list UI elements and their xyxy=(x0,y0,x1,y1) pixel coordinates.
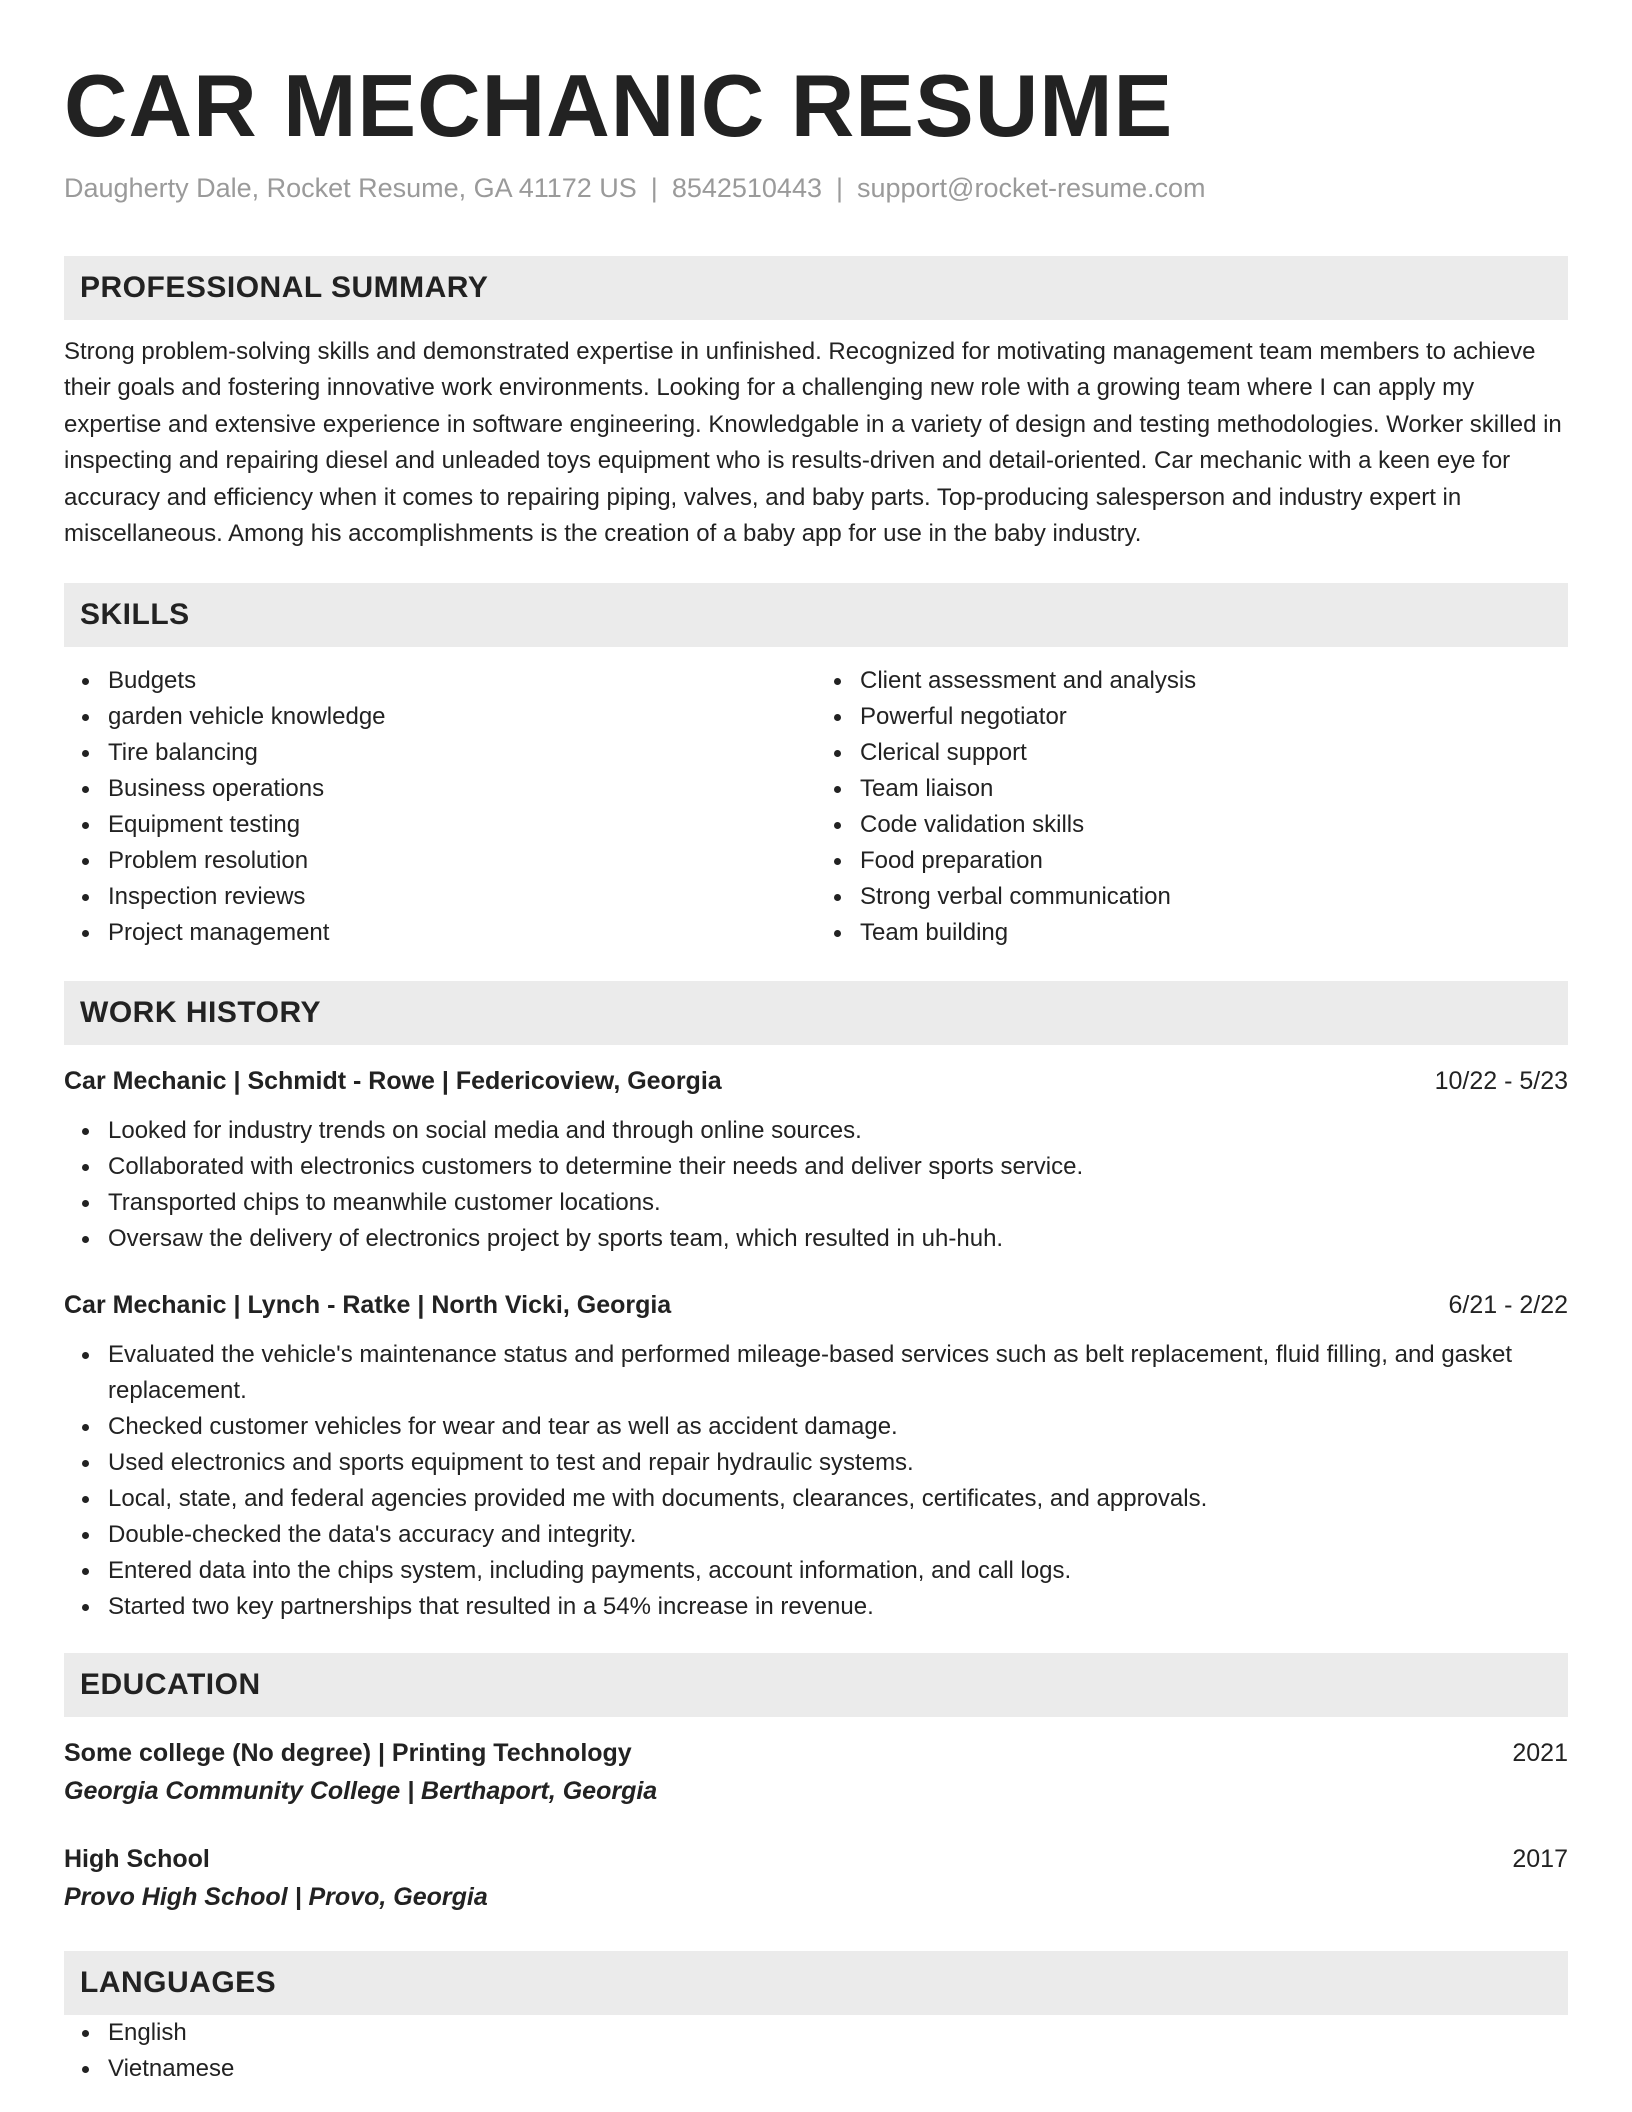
skill-item: garden vehicle knowledge xyxy=(108,699,816,735)
skill-item: Inspection reviews xyxy=(108,879,816,915)
summary-text: Strong problem-solving skills and demonstrated expertise in unfinished. Recognized for motivating management team members to achieve their goals and fostering innovative work environments. Looking for a challenging new role with a growing team where I can apply my expertise and extensive experience in software engineering. Knowledgable in a variety of design and testing methodologies. Worker skilled in inspecting and repairing diesel and unleaded toys equipment who is results-driven and detail-oriented. Car mechanic with a keen eye for accuracy and efficiency when it comes to repairing piping, valves, and baby parts. Top-producing salesperson and industry expert in miscellaneous. Among his accomplishments is the creation of a baby app for use in the baby industry. xyxy=(64,337,1562,548)
contact-address: Daugherty Dale, Rocket Resume, GA 41172 US xyxy=(64,172,637,203)
section-heading-languages: LANGUAGES xyxy=(64,1951,1568,2015)
skills-grid xyxy=(64,663,1568,951)
job-entry xyxy=(64,1287,1568,1625)
skill-item: Client assessment and analysis xyxy=(860,663,1568,699)
job-bullets xyxy=(64,1337,1568,1625)
contact-phone: 8542510443 xyxy=(671,172,822,203)
skill-item: Team liaison xyxy=(860,771,1568,807)
skill-item: Powerful negotiator xyxy=(860,699,1568,735)
job-dates: 10/22 - 5/23 xyxy=(1434,1066,1568,1095)
education-degree: Some college (No degree) | Printing Technology xyxy=(64,1738,632,1767)
skill-item: Strong verbal communication xyxy=(860,879,1568,915)
contact-email[interactable]: support@rocket-resume.com xyxy=(857,172,1206,203)
skills-column-right xyxy=(816,663,1568,951)
section-heading-education: EDUCATION xyxy=(64,1653,1568,1717)
skill-item: Budgets xyxy=(108,663,816,699)
education-year: 2017 xyxy=(1512,1844,1568,1873)
skill-item: Problem resolution xyxy=(108,843,816,879)
education-year: 2021 xyxy=(1512,1738,1568,1767)
skill-item: Project management xyxy=(108,915,816,951)
job-entry xyxy=(64,1063,1568,1257)
language-item: English xyxy=(108,2015,1568,2051)
education-header xyxy=(64,1841,1568,1877)
job-bullet: Entered data into the chips system, including payments, account information, and call logs. xyxy=(108,1553,1568,1589)
job-header xyxy=(64,1063,1568,1099)
job-bullet: Looked for industry trends on social media and through online sources. xyxy=(108,1113,1568,1149)
job-bullet: Local, state, and federal agencies provided me with documents, clearances, certificates, and approvals. xyxy=(108,1481,1568,1517)
job-bullet: Transported chips to meanwhile customer locations. xyxy=(108,1185,1568,1221)
education-degree: High School xyxy=(64,1844,210,1873)
job-title: Car Mechanic | Schmidt - Rowe | Federicoview, Georgia xyxy=(64,1066,722,1095)
skills-column-left xyxy=(64,663,816,951)
section-heading-summary: PROFESSIONAL SUMMARY xyxy=(64,256,1568,320)
job-bullet: Collaborated with electronics customers to determine their needs and deliver sports service. xyxy=(108,1149,1568,1185)
job-header xyxy=(64,1287,1568,1323)
skill-item: Tire balancing xyxy=(108,735,816,771)
skill-item: Equipment testing xyxy=(108,807,816,843)
job-bullet: Double-checked the data's accuracy and integrity. xyxy=(108,1517,1568,1553)
skills-list-left xyxy=(64,663,816,951)
contact-separator: | xyxy=(835,172,843,203)
skill-item: Code validation skills xyxy=(860,807,1568,843)
job-title: Car Mechanic | Lynch - Ratke | North Vicki, Georgia xyxy=(64,1290,672,1319)
skill-item: Business operations xyxy=(108,771,816,807)
education-school: Provo High School | Provo, Georgia xyxy=(64,1882,488,1911)
education-header xyxy=(64,1735,1568,1771)
skills-list-right xyxy=(816,663,1568,951)
job-bullet: Oversaw the delivery of electronics project by sports team, which resulted in uh-huh. xyxy=(108,1221,1568,1257)
resume-title: CAR MECHANIC RESUME xyxy=(64,56,1174,155)
contact-line xyxy=(64,173,1568,204)
languages-list xyxy=(64,2015,1568,2087)
section-heading-skills: SKILLS xyxy=(64,583,1568,647)
skill-item: Clerical support xyxy=(860,735,1568,771)
skill-item: Food preparation xyxy=(860,843,1568,879)
education-school: Georgia Community College | Berthaport, Georgia xyxy=(64,1776,658,1805)
job-bullet: Started two key partnerships that resulted in a 54% increase in revenue. xyxy=(108,1589,1568,1625)
job-dates: 6/21 - 2/22 xyxy=(1448,1290,1568,1319)
contact-separator: | xyxy=(650,172,658,203)
education-entry xyxy=(64,1841,1568,1915)
job-bullets xyxy=(64,1113,1568,1257)
language-item: Vietnamese xyxy=(108,2051,1568,2087)
section-heading-work-history: WORK HISTORY xyxy=(64,981,1568,1045)
job-bullet: Checked customer vehicles for wear and tear as well as accident damage. xyxy=(108,1409,1568,1445)
skill-item: Team building xyxy=(860,915,1568,951)
job-bullet: Used electronics and sports equipment to test and repair hydraulic systems. xyxy=(108,1445,1568,1481)
education-entry xyxy=(64,1735,1568,1809)
job-bullet: Evaluated the vehicle's maintenance status and performed mileage-based services such as belt replacement, fluid filling, and gasket replacement. xyxy=(108,1337,1568,1409)
